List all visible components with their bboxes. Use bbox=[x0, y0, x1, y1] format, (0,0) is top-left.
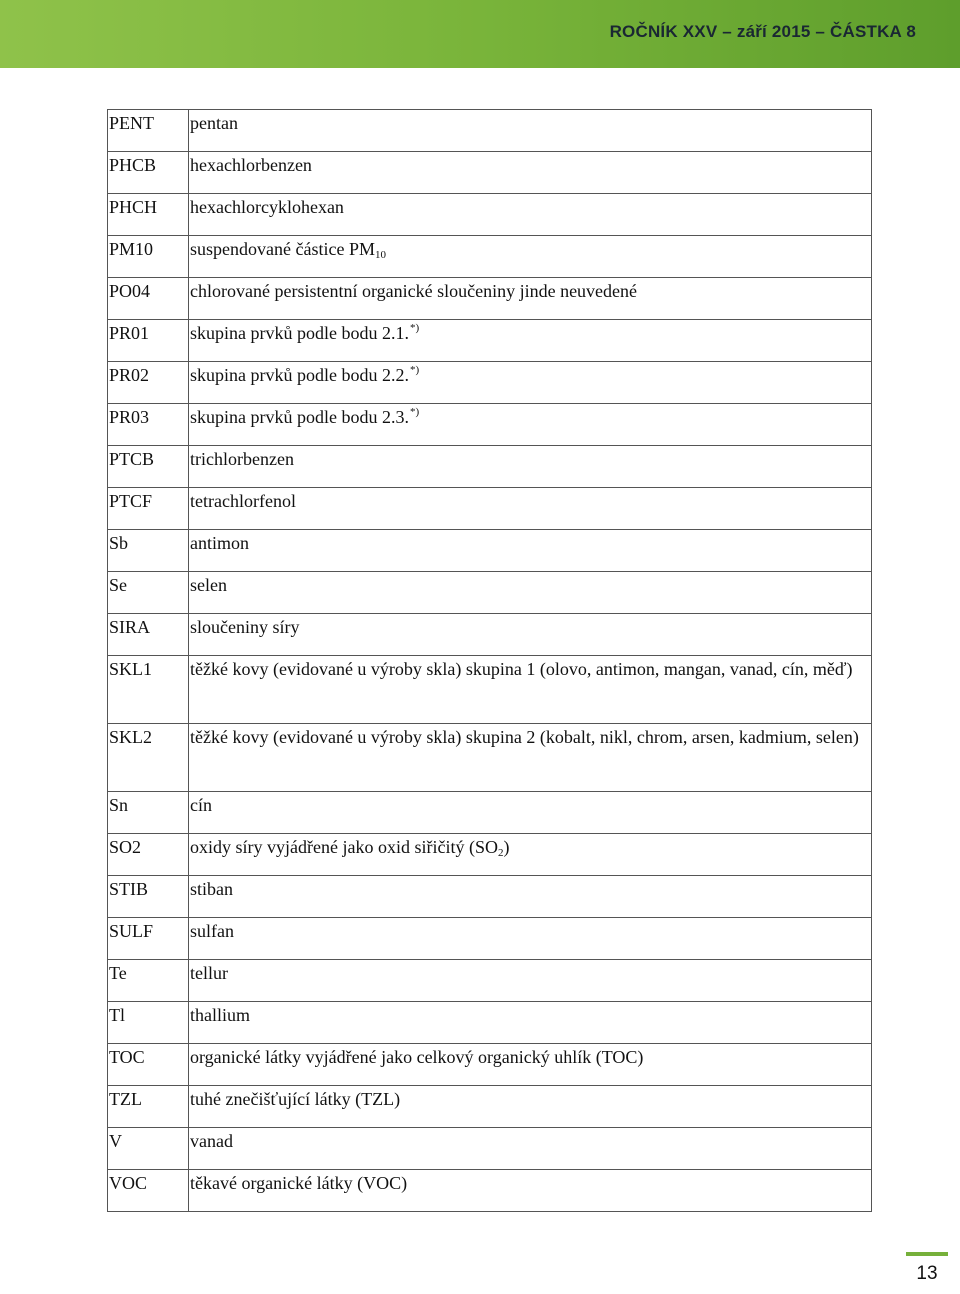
description-text: sloučeniny síry bbox=[190, 617, 300, 637]
header-title: ROČNÍK XXV – září 2015 – ČÁSTKA 8 bbox=[609, 22, 916, 41]
table-row bbox=[108, 362, 872, 404]
table-row bbox=[108, 876, 872, 918]
table-row bbox=[108, 834, 872, 876]
description-subscript: 10 bbox=[374, 249, 386, 261]
description-text: selen bbox=[190, 575, 227, 595]
abbreviation-description bbox=[189, 320, 872, 362]
description-text: hexachlorcyklohexan bbox=[190, 197, 344, 217]
table-row bbox=[108, 530, 872, 572]
abbreviation-description bbox=[189, 1170, 872, 1212]
abbreviation-code: PHCH bbox=[108, 194, 189, 236]
abbreviation-code: PTCB bbox=[108, 446, 189, 488]
description-text: cín bbox=[190, 795, 212, 815]
abbreviation-description bbox=[189, 152, 872, 194]
description-text: hexachlorbenzen bbox=[190, 155, 312, 175]
abbreviation-description bbox=[189, 1044, 872, 1086]
abbreviation-description bbox=[189, 572, 872, 614]
table-row bbox=[108, 724, 872, 792]
abbreviation-description bbox=[189, 1128, 872, 1170]
table-row bbox=[108, 194, 872, 236]
table-row bbox=[108, 918, 872, 960]
abbreviation-code: STIB bbox=[108, 876, 189, 918]
header-bar bbox=[0, 0, 960, 68]
abbreviation-description bbox=[189, 792, 872, 834]
description-text: skupina prvků podle bodu 2.2. bbox=[190, 365, 409, 385]
abbreviation-code: SKL1 bbox=[108, 656, 189, 724]
abbreviation-description bbox=[189, 362, 872, 404]
table-row bbox=[108, 152, 872, 194]
footnote-marker: *) bbox=[409, 364, 420, 376]
abbreviation-code: Se bbox=[108, 572, 189, 614]
abbreviation-code: SKL2 bbox=[108, 724, 189, 792]
table-row bbox=[108, 1170, 872, 1212]
description-text: těžké kovy (evidované u výroby skla) skupina 2 (kobalt, nikl, chrom, arsen, kadmium, selen) bbox=[190, 727, 859, 747]
description-text: tellur bbox=[190, 963, 228, 983]
description-text: sulfan bbox=[190, 921, 234, 941]
description-subscript: 2 bbox=[497, 847, 504, 859]
abbreviation-description bbox=[189, 1086, 872, 1128]
abbreviation-code: V bbox=[108, 1128, 189, 1170]
abbreviation-code: Sn bbox=[108, 792, 189, 834]
abbreviation-description bbox=[189, 1002, 872, 1044]
abbreviation-code: SULF bbox=[108, 918, 189, 960]
abbreviation-description bbox=[189, 404, 872, 446]
abbreviation-code: PHCB bbox=[108, 152, 189, 194]
abbreviation-description bbox=[189, 876, 872, 918]
table-row bbox=[108, 656, 872, 724]
abbreviation-description bbox=[189, 614, 872, 656]
description-text: antimon bbox=[190, 533, 249, 553]
abbreviation-description bbox=[189, 194, 872, 236]
table-row bbox=[108, 278, 872, 320]
abbreviation-code: PR03 bbox=[108, 404, 189, 446]
abbreviation-description bbox=[189, 656, 872, 724]
abbreviation-code: SIRA bbox=[108, 614, 189, 656]
abbreviation-description bbox=[189, 960, 872, 1002]
abbreviation-description bbox=[189, 110, 872, 152]
page-number: 13 bbox=[906, 1252, 948, 1290]
table-row bbox=[108, 960, 872, 1002]
abbreviation-code: Sb bbox=[108, 530, 189, 572]
table-row bbox=[108, 110, 872, 152]
abbreviation-code: PR02 bbox=[108, 362, 189, 404]
table-row bbox=[108, 792, 872, 834]
abbreviation-description bbox=[189, 446, 872, 488]
abbreviation-description bbox=[189, 918, 872, 960]
description-text: skupina prvků podle bodu 2.1. bbox=[190, 323, 409, 343]
abbreviation-code: PTCF bbox=[108, 488, 189, 530]
abbreviation-code: PO04 bbox=[108, 278, 189, 320]
description-text: skupina prvků podle bodu 2.3. bbox=[190, 407, 409, 427]
abbreviation-description bbox=[189, 530, 872, 572]
description-text: oxidy síry vyjádřené jako oxid siřičitý (SO bbox=[190, 837, 498, 857]
abbreviation-description bbox=[189, 278, 872, 320]
table-row bbox=[108, 1086, 872, 1128]
description-text-after: ) bbox=[503, 837, 510, 857]
table-row bbox=[108, 614, 872, 656]
abbreviation-code: PM10 bbox=[108, 236, 189, 278]
description-text: trichlorbenzen bbox=[190, 449, 294, 469]
abbreviation-code: TZL bbox=[108, 1086, 189, 1128]
table-row bbox=[108, 488, 872, 530]
footnote-marker: *) bbox=[409, 406, 420, 418]
abbreviation-description bbox=[189, 834, 872, 876]
description-text: těžké kovy (evidované u výroby skla) skupina 1 (olovo, antimon, mangan, vanad, cín, měď) bbox=[190, 659, 853, 679]
abbreviation-code: SO2 bbox=[108, 834, 189, 876]
description-text: suspendované částice PM bbox=[190, 239, 375, 259]
abbreviation-code: Te bbox=[108, 960, 189, 1002]
description-text: organické látky vyjádřené jako celkový organický uhlík (TOC) bbox=[190, 1047, 644, 1067]
abbreviation-description bbox=[189, 488, 872, 530]
abbreviation-code: Tl bbox=[108, 1002, 189, 1044]
table-row bbox=[108, 404, 872, 446]
description-text: pentan bbox=[190, 113, 238, 133]
table-row bbox=[108, 446, 872, 488]
abbreviation-description bbox=[189, 236, 872, 278]
table-row bbox=[108, 572, 872, 614]
description-text: chlorované persistentní organické sloučeniny jinde neuvedené bbox=[190, 281, 638, 301]
table-row bbox=[108, 1002, 872, 1044]
description-text: tuhé znečišťující látky (TZL) bbox=[190, 1089, 401, 1109]
abbreviation-description bbox=[189, 724, 872, 792]
table-row bbox=[108, 1128, 872, 1170]
abbreviation-table bbox=[107, 109, 872, 1212]
description-text: stiban bbox=[190, 879, 233, 899]
abbreviation-code: VOC bbox=[108, 1170, 189, 1212]
table-row bbox=[108, 236, 872, 278]
table-row bbox=[108, 1044, 872, 1086]
abbreviation-table-body bbox=[108, 110, 872, 1212]
description-text: těkavé organické látky (VOC) bbox=[190, 1173, 408, 1193]
abbreviation-code: PR01 bbox=[108, 320, 189, 362]
description-text: tetrachlorfenol bbox=[190, 491, 296, 511]
table-row bbox=[108, 320, 872, 362]
footnote-marker: *) bbox=[409, 322, 420, 334]
abbreviation-code: TOC bbox=[108, 1044, 189, 1086]
description-text: vanad bbox=[190, 1131, 233, 1151]
abbreviation-code: PENT bbox=[108, 110, 189, 152]
description-text: thallium bbox=[190, 1005, 250, 1025]
